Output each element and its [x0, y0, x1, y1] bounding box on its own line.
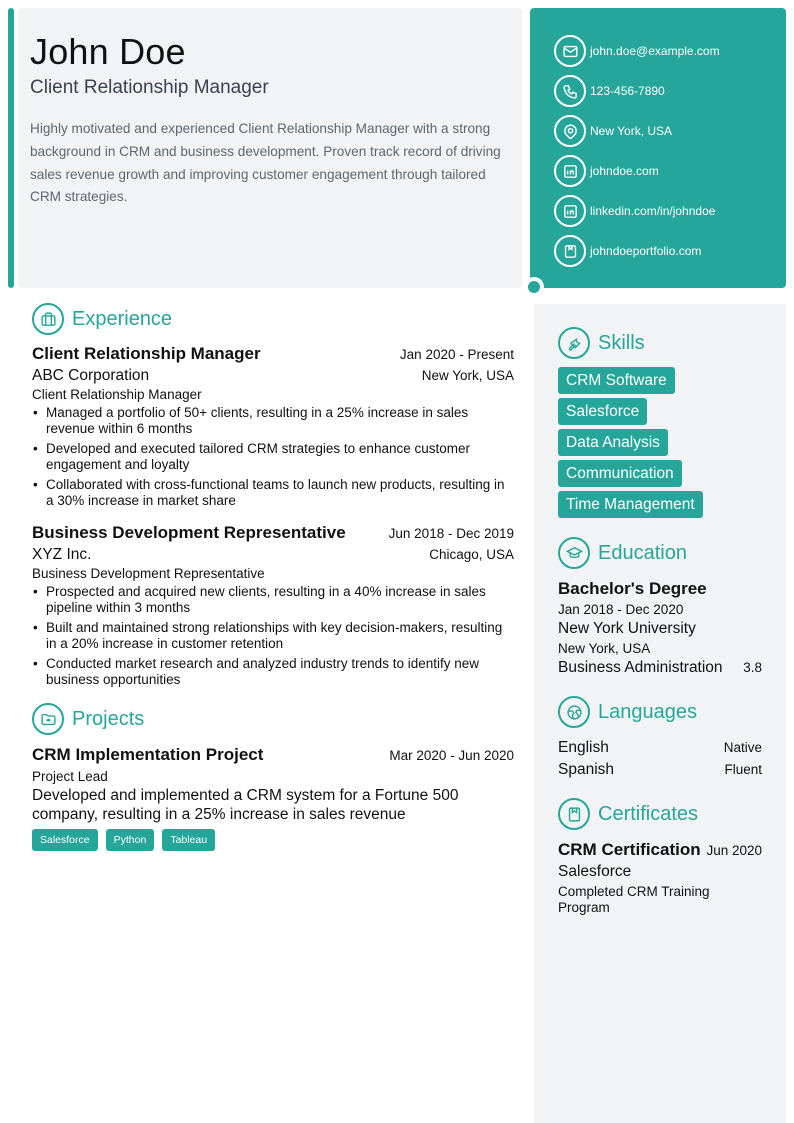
language-level: Fluent — [724, 762, 762, 777]
certificate-name: CRM Certification — [558, 840, 701, 859]
linkedin-icon — [554, 155, 586, 187]
contact-phone[interactable] — [554, 71, 786, 111]
education-gpa: 3.8 — [743, 660, 762, 675]
job-location: New York, USA — [421, 368, 514, 383]
skills-heading — [558, 326, 762, 360]
projects-heading — [32, 702, 514, 736]
skill-tag: Communication — [558, 460, 682, 487]
portfolio-icon — [554, 235, 586, 267]
education-location: New York, USA — [558, 641, 651, 656]
job-title: Client Relationship Manager — [30, 77, 269, 98]
certificate-issuer: Salesforce — [558, 863, 632, 880]
job-position: Business Development Representative — [32, 523, 346, 542]
tag: Python — [106, 829, 155, 851]
summary: Highly motivated and experienced Client Relationship Manager with a strong background in CRM and business development. Proven track record of driving sales revenue growth and improving customer engagement through tailored CRM strategies. — [30, 121, 501, 205]
graduation-cap-icon — [558, 537, 590, 569]
job-position: Client Relationship Manager — [32, 344, 261, 363]
project-dates: Mar 2020 - Jun 2020 — [389, 748, 514, 763]
education-item — [558, 579, 762, 677]
skill-tag: Data Analysis — [558, 429, 668, 456]
languages-title: Languages — [598, 700, 697, 723]
bullet-item: • Collaborated with cross-functional teams to launch new products, resulting in a 30% increase in market share — [32, 477, 514, 509]
job-company: XYZ Inc. — [32, 546, 92, 563]
bullet-item: • Managed a portfolio of 50+ clients, resulting in a 25% increase in sales revenue within 6 months — [32, 405, 514, 437]
tag: Salesforce — [32, 829, 98, 851]
education-degree: Bachelor's Degree — [558, 579, 707, 598]
sidebar-content — [558, 326, 762, 916]
skill-tag: CRM Software — [558, 367, 675, 394]
job-company: ABC Corporation — [32, 367, 150, 384]
contact-portfolio[interactable] — [554, 231, 786, 271]
skill-tag: Time Management — [558, 491, 703, 518]
folder-icon — [32, 703, 64, 735]
accent-bar — [8, 8, 14, 288]
language-name: Spanish — [558, 761, 615, 778]
contact-linkedin[interactable] — [554, 191, 786, 231]
certificate-item — [558, 840, 762, 916]
education-field: Business Administration — [558, 659, 723, 676]
contact-phone-text: 123-456-7890 — [590, 84, 665, 98]
main-column — [32, 302, 514, 851]
job-role: Business Development Representative — [32, 566, 265, 581]
bullet-item: • Prospected and acquired new clients, resulting in a 40% increase in sales pipeline within 3 months — [32, 584, 514, 616]
job-bullets — [32, 405, 514, 509]
contact-email-text: john.doe@example.com — [590, 44, 720, 58]
contact-email[interactable] — [554, 31, 786, 71]
bullet-item: • Developed and executed tailored CRM strategies to enhance customer engagement and loyalty — [32, 441, 514, 473]
skill-tag: Salesforce — [558, 398, 647, 425]
education-heading — [558, 536, 762, 570]
certificates-title: Certificates — [598, 802, 699, 825]
job-dates: Jan 2020 - Present — [399, 347, 514, 362]
languages-heading — [558, 695, 762, 729]
bullet-item: • Built and maintained strong relationships with key decision-makers, resulting in a 20% increase in customer retention — [32, 620, 514, 652]
briefcase-icon — [32, 303, 64, 335]
skills-list — [558, 367, 762, 522]
bullet-item: • Conducted market research and analyzed industry trends to identify new business opportunities — [32, 656, 514, 688]
full-name: John Doe — [30, 31, 186, 72]
tag: Tableau — [162, 829, 215, 851]
languages-list — [558, 739, 762, 779]
project-role: Project Lead — [32, 769, 108, 784]
job-location: Chicago, USA — [429, 547, 514, 562]
projects-title: Projects — [72, 707, 145, 730]
contact-panel — [530, 8, 786, 288]
language-row — [558, 739, 762, 757]
connector-dot — [524, 277, 544, 297]
experience-item — [32, 344, 514, 509]
globe-icon — [558, 696, 590, 728]
language-name: English — [558, 739, 609, 756]
experience-item — [32, 523, 514, 688]
experience-title: Experience — [72, 307, 173, 330]
education-title: Education — [598, 541, 687, 564]
contact-linkedin-text: linkedin.com/in/johndoe — [590, 204, 716, 218]
project-description: Developed and implemented a CRM system for a Fortune 500 company, resulting in a 25% increase in sales revenue — [32, 787, 459, 823]
education-dates: Jan 2018 - Dec 2020 — [558, 602, 684, 617]
education-school: New York University — [558, 620, 696, 637]
skills-title: Skills — [598, 331, 645, 354]
contact-portfolio-text: johndoeportfolio.com — [590, 244, 702, 258]
contact-website-text: johndoe.com — [590, 164, 659, 178]
job-role: Client Relationship Manager — [32, 387, 202, 402]
job-dates: Jun 2018 - Dec 2019 — [388, 526, 514, 541]
language-row — [558, 761, 762, 779]
project-tags — [32, 829, 514, 851]
contact-location-text: New York, USA — [590, 124, 673, 138]
project-title: CRM Implementation Project — [32, 745, 264, 764]
job-bullets — [32, 584, 514, 688]
wrench-icon — [558, 327, 590, 359]
phone-icon — [554, 75, 586, 107]
email-icon — [554, 35, 586, 67]
language-level: Native — [723, 740, 762, 755]
certificate-date: Jun 2020 — [706, 843, 762, 858]
linkedin-icon — [554, 195, 586, 227]
project-item — [32, 745, 514, 851]
header-panel — [18, 8, 522, 288]
contact-location — [554, 111, 786, 151]
certificate-icon — [558, 798, 590, 830]
location-icon — [554, 115, 586, 147]
experience-heading — [32, 302, 514, 336]
certificates-heading — [558, 797, 762, 831]
contact-website[interactable] — [554, 151, 786, 191]
certificate-description: Completed CRM Training Program — [558, 884, 710, 915]
